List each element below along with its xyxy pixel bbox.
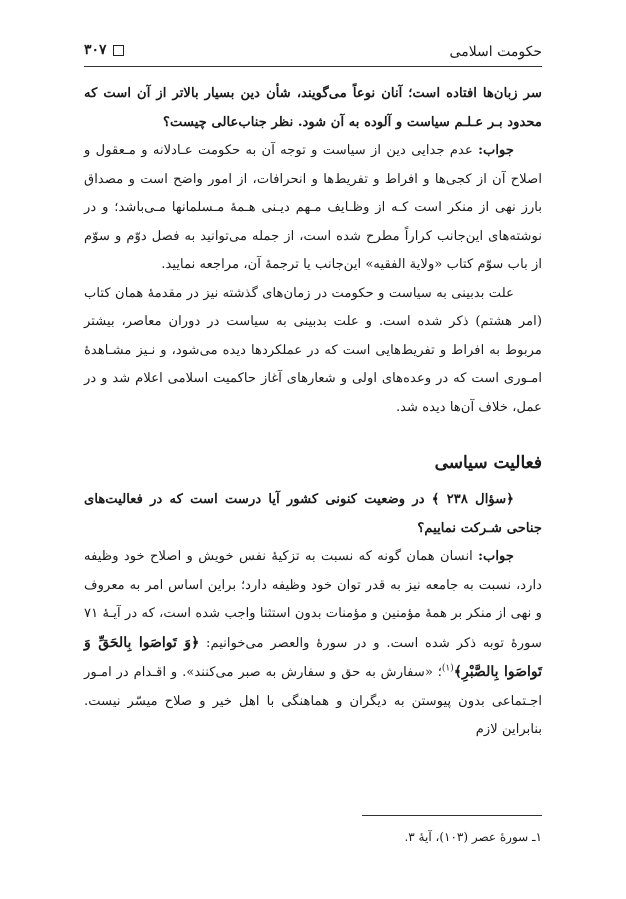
page-number: ۳۰۷ <box>84 42 107 58</box>
page-content <box>84 80 542 745</box>
answer-text-after: ؛ «سفارش به حق و سفارش به صبر می‌کنند». و اقـدام در امـور اجـتماعی بدون پیوستن به دیگران و هماهنگی با اهل خیر و صلاح میسّر نیست. بنابراین لازم <box>84 665 542 737</box>
answer-label-2: جواب: <box>478 549 514 564</box>
answer-paragraph-1 <box>84 137 542 280</box>
section-title: فعالیت سیاسی <box>434 453 542 473</box>
question-continuation: سر زبان‌ها افتاده است؛ آنان نوعاً می‌گویند، شأن دین بسیار بالاتر از آن است که محدود بـر عـلـم سیاست و آلوده به آن شود. نظر جناب‌عالی چیست؟ <box>84 86 542 130</box>
page-header <box>84 40 542 67</box>
answer-text-before: انسان همان گونه که نسبت به تزکیهٔ نفس خویش و اصلاح خود وظیفه دارد، نسبت به جامعه نیز به قدر توان خود وظیفه دارد؛ براین اساس امر به معروف و نهی از منکر بر همهٔ مؤمنین و مؤمنات بدون استثنا واجب شده است، که در آیـهٔ ۷۱ سورهٔ توبه ذکر شده است. و در سورهٔ والعصر می‌خوانیم: <box>84 549 543 651</box>
footnote-divider <box>362 815 542 816</box>
answer-paragraph-2 <box>84 543 542 745</box>
footnote: ۱ـ سورهٔ عصر (۱۰۳)، آیهٔ ۳. <box>404 830 542 844</box>
question-text: در وضعیت کنونی کشور آیا درست است که در فعالیت‌های جناحی شـرکت نماییم؟ <box>84 492 542 536</box>
page-number-block <box>84 42 124 58</box>
running-title: حکومت اسلامی <box>449 44 542 60</box>
question-number: ﴿سؤال ۲۳۸ ﴾ <box>431 492 514 507</box>
answer-label: جواب: <box>478 143 514 158</box>
answer-text: عدم جدایی دین از سیاست و توجه آن به حکومت عـادلانه و مـعقول و اصلاح آن از کجی‌ها و افراط و تفریط‌ها و انحرافات، از امور واضح است و مصداق بارز نهی از منکر است کـه از وظـایف مـهم دیـنی هـمهٔ مـسلمانها مـی‌باشد؛ و در نوشته‌های این‌جانب کراراً مطرح شده است، از جمله می‌توانید به فصل دوّم و سوّم از باب سوّم کتاب «ولایة الفقیه» این‌جانب یا ترجمهٔ آن، مراجعه نمایید. <box>84 143 542 272</box>
body-paragraph-2: علت بدبینی به سیاست و حکومت در زمان‌های گذشته نیز در مقدمهٔ همان کتاب (امر هشتم) ذکر شده است. و علت بدبینی به سیاست در دوران معاصر، بیشتر مربوط به افراط و تفریط‌هایی است که در عملکردها دیده می‌شود، و نـیز مشـاهدهٔ امـوری است که در وعده‌های اولی و شعارهای آغاز حاکمیت اسلامی اعلام شد و در عمل، خلاف آن‌ها دیده شد. <box>84 285 542 415</box>
quran-verse: ﴿وَ تَواصَوا بِالحَقِّ وَ تَواصَوا بِالصَّبْرِ﴾ <box>84 634 542 680</box>
square-icon <box>113 45 124 56</box>
question-238 <box>84 486 542 543</box>
footnote-reference: (۱) <box>441 663 454 674</box>
